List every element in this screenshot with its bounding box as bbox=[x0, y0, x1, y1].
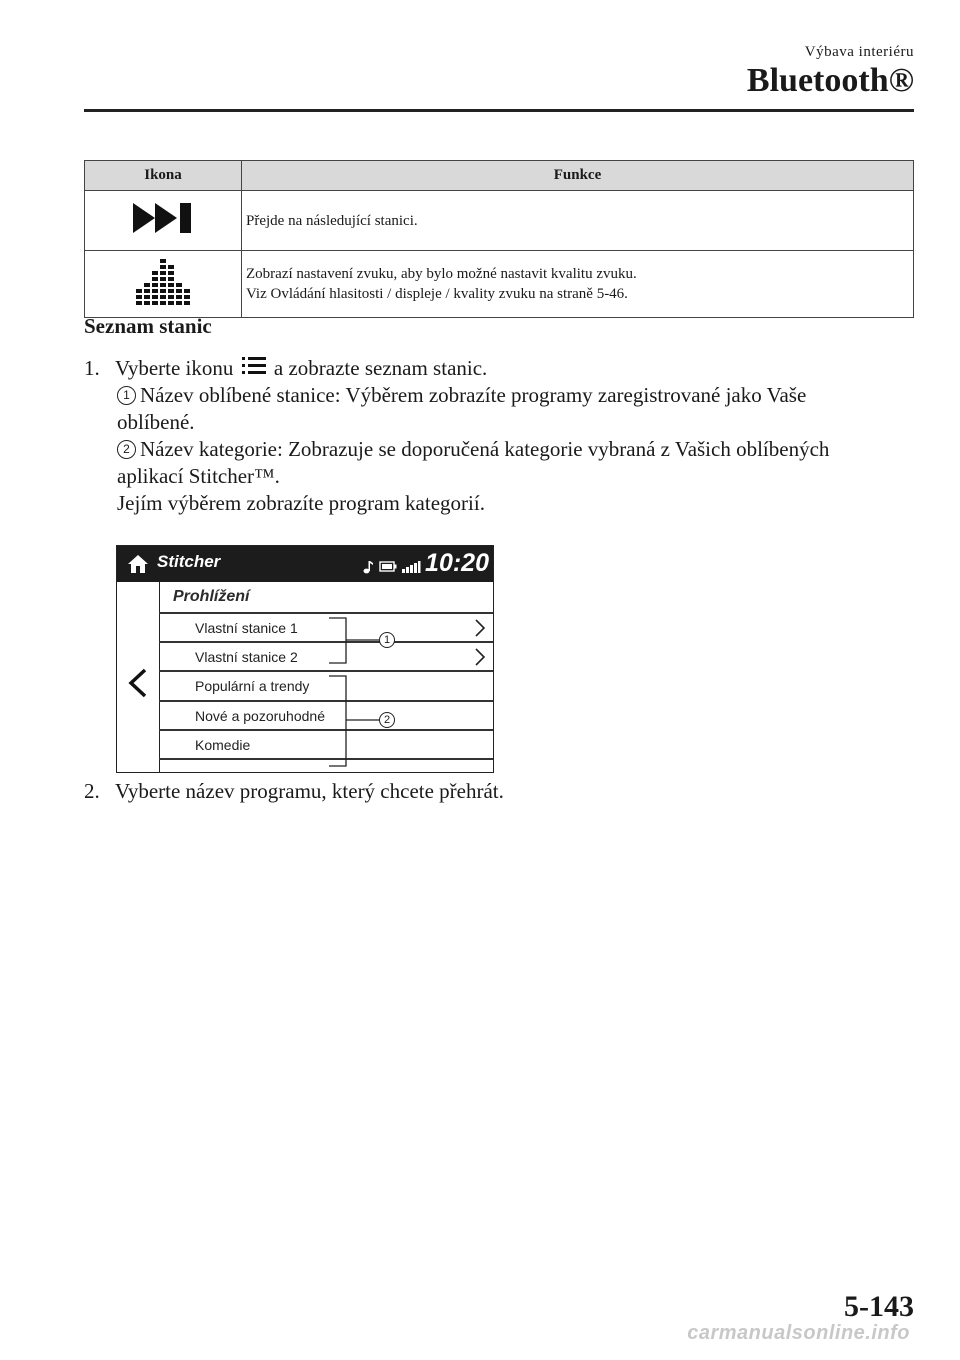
table-row bbox=[85, 191, 914, 251]
list-item[interactable]: Vlastní stanice 2 bbox=[195, 649, 298, 665]
item-text: Název oblíbené stanice: Výběrem zobrazíte programy zaregistrované jako Vaše bbox=[140, 383, 807, 407]
column-header-icon: Ikona bbox=[85, 161, 242, 191]
screen-clock: 10:20 bbox=[425, 549, 489, 577]
item-text: Jejím výběrem zobrazíte program kategorií. bbox=[117, 491, 485, 515]
table-icon-cell bbox=[85, 251, 242, 318]
list-item[interactable]: Populární a trendy bbox=[195, 678, 310, 694]
marker-2: 2 bbox=[117, 440, 136, 459]
item-2-line bbox=[117, 436, 829, 463]
item-1-line bbox=[117, 382, 806, 409]
list-item[interactable]: Vlastní stanice 1 bbox=[195, 620, 298, 636]
list-icon bbox=[241, 355, 267, 377]
callout-2: 2 bbox=[379, 712, 395, 728]
header-chapter-title: Bluetooth® bbox=[746, 62, 914, 99]
table-function-cell bbox=[242, 191, 914, 251]
list-item[interactable]: Komedie bbox=[195, 737, 251, 753]
icon-function-table bbox=[84, 160, 914, 318]
item-text: oblíbené. bbox=[117, 410, 195, 434]
equalizer-icon bbox=[135, 257, 191, 307]
list-item[interactable]: Nové a pozoruhodné bbox=[195, 708, 325, 724]
callout-brackets bbox=[117, 546, 493, 772]
table-row bbox=[85, 251, 914, 318]
column-header-function: Funkce bbox=[242, 161, 914, 191]
step-text: a zobrazte seznam stanic. bbox=[273, 356, 488, 380]
table-header-row bbox=[85, 161, 914, 191]
stitcher-screen-illustration bbox=[116, 545, 494, 773]
step-text: Vyberte ikonu bbox=[115, 356, 234, 380]
table-function-cell bbox=[242, 251, 914, 318]
screen-app-name: Stitcher bbox=[157, 552, 221, 571]
step-number: 2. bbox=[84, 779, 100, 803]
step-number: 1. bbox=[84, 356, 100, 380]
item-text: aplikací Stitcher™. bbox=[117, 464, 280, 488]
skip-next-icon bbox=[129, 200, 197, 236]
callout-1: 1 bbox=[379, 632, 395, 648]
function-text: Zobrazí nastavení zvuku, aby bylo možné nastavit kvalitu zvuku. bbox=[246, 266, 637, 282]
screen-list-title: Prohlížení bbox=[173, 588, 250, 605]
step-text: Vyberte název programu, který chcete přehrát. bbox=[115, 779, 504, 803]
item-text: Název kategorie: Zobrazuje se doporučená kategorie vybraná z Vašich oblíbených bbox=[140, 437, 830, 461]
table-icon-cell bbox=[85, 191, 242, 251]
function-text: Přejde na následující stanici. bbox=[246, 212, 418, 229]
page-number: 5-143 bbox=[844, 1290, 914, 1323]
function-text: Viz Ovládání hlasitosti / displeje / kvality zvuku na straně 5-46. bbox=[246, 286, 628, 302]
section-title: Seznam stanic bbox=[84, 314, 212, 338]
marker-1: 1 bbox=[117, 386, 136, 405]
watermark: carmanualsonline.info bbox=[687, 1322, 910, 1344]
step-2-line bbox=[84, 778, 504, 805]
header-section-name: Výbava interiéru bbox=[804, 44, 914, 60]
step-1-line bbox=[84, 355, 487, 382]
header-divider bbox=[84, 109, 914, 112]
